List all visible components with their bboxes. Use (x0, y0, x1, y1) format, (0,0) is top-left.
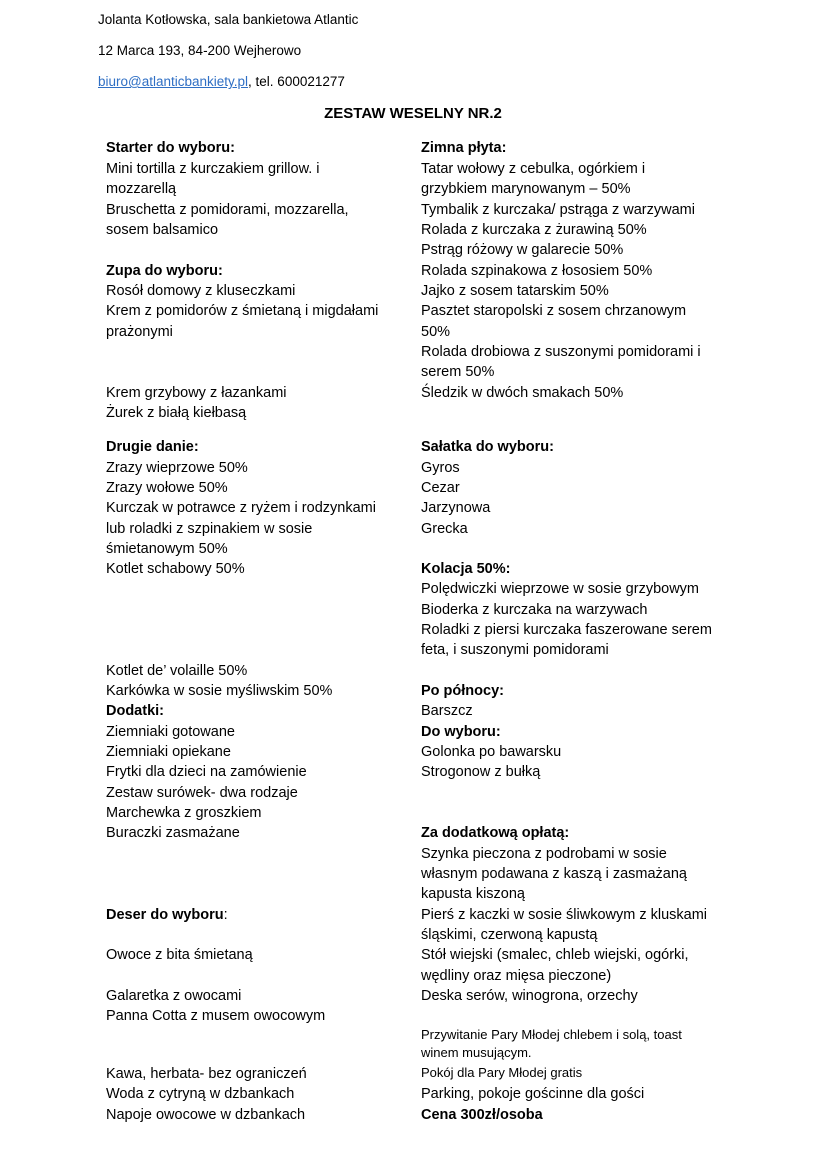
menu-item: Cezar (421, 480, 460, 496)
menu-item: Galaretka z owocami (106, 988, 242, 1004)
header-address: 12 Marca 193, 84-200 Wejherowo (98, 43, 302, 58)
menu-item: Woda z cytryną w dzbankach (106, 1086, 295, 1102)
menu-item: Rolada szpinakowa z łososiem 50% (421, 263, 653, 279)
section-heading: Sałatka do wyboru: (421, 439, 554, 455)
menu-item: mozzarellą (106, 181, 177, 197)
header-name: Jolanta Kotłowska, sala bankietowa Atlantic (98, 12, 359, 27)
section-heading: Kolacja 50%: (421, 561, 511, 577)
menu-item: Bruschetta z pomidorami, mozzarella, (106, 202, 349, 218)
section-heading: Drugie danie: (106, 439, 199, 455)
menu-item: prażonymi (106, 324, 173, 340)
menu-item: Barszcz (421, 703, 473, 719)
menu-item: Napoje owocowe w dzbankach (106, 1107, 306, 1123)
section-heading: Zimna płyta: (421, 140, 507, 156)
menu-item: Marchewka z groszkiem (106, 805, 262, 821)
menu-item: Jajko z sosem tatarskim 50% (421, 283, 609, 299)
menu-item: Zestaw surówek- dwa rodzaje (106, 785, 298, 801)
section-heading: Zupa do wyboru: (106, 263, 223, 279)
menu-item: wędliny oraz mięsa pieczone) (421, 968, 612, 984)
menu-item: Golonka po bawarsku (421, 744, 562, 760)
menu-item: Tatar wołowy z cebulka, ogórkiem i (421, 161, 646, 177)
menu-item: Stół wiejski (smalec, chleb wiejski, ogórki, (421, 947, 689, 963)
menu-item: Bioderka z kurczaka na warzywach (421, 602, 648, 618)
section-heading: Cena 300zł/osoba (421, 1107, 543, 1123)
menu-item: Pasztet staropolski z sosem chrzanowym (421, 303, 687, 319)
menu-item: feta, i suszonymi pomidorami (421, 642, 609, 658)
menu-item: Przywitanie Pary Młodej chlebem i solą, toast (421, 1027, 682, 1042)
menu-item: Śledzik w dwóch smakach 50% (421, 385, 624, 401)
menu-item: Zrazy wieprzowe 50% (106, 460, 248, 476)
menu-item: Strogonow z bułką (421, 764, 541, 780)
menu-item: Pierś z kaczki w sosie śliwkowym z kluskami (421, 907, 708, 923)
menu-item: 50% (421, 324, 451, 340)
menu-item: Parking, pokoje gościnne dla gości (421, 1086, 645, 1102)
menu-item: Frytki dla dzieci na zamówienie (106, 764, 307, 780)
phone: , tel. 600021277 (248, 74, 345, 89)
header-contact (98, 73, 345, 91)
menu-item: lub roladki z szpinakiem w sosie (106, 521, 313, 537)
section-heading: Starter do wyboru: (106, 140, 235, 156)
section-heading: Po północy: (421, 683, 504, 699)
menu-item: Kurczak w potrawce z ryżem i rodzynkami (106, 500, 376, 516)
menu-item: Owoce z bita śmietaną (106, 947, 253, 963)
menu-item: Szynka pieczona z podrobami w sosie (421, 846, 667, 862)
document-title: ZESTAW WESELNY NR.2 (324, 105, 502, 122)
menu-item: Krem z pomidorów z śmietaną i migdałami (106, 303, 379, 319)
menu-item: Ziemniaki opiekane (106, 744, 231, 760)
menu-item: Tymbalik z kurczaka/ pstrąga z warzywami (421, 202, 695, 218)
menu-item: Rolada z kurczaka z żurawiną 50% (421, 222, 647, 238)
menu-item: śląskimi, czerwoną kapustą (421, 927, 598, 943)
menu-item: Zrazy wołowe 50% (106, 480, 228, 496)
menu-item: Kotlet schabowy 50% (106, 561, 245, 577)
section-heading: Deser do wyboru: (106, 907, 228, 923)
menu-item: Karkówka w sosie myśliwskim 50% (106, 683, 333, 699)
menu-item: winem musującym. (421, 1045, 532, 1060)
menu-item: grzybkiem marynowanym – 50% (421, 181, 631, 197)
menu-item: sosem balsamico (106, 222, 219, 238)
menu-item: Rosół domowy z kluseczkami (106, 283, 296, 299)
menu-item: Pstrąg różowy w galarecie 50% (421, 242, 624, 258)
menu-item: własnym podawana z kaszą i zasmażaną (421, 866, 687, 882)
menu-item: Grecka (421, 521, 468, 537)
menu-item: Gyros (421, 460, 460, 476)
menu-item: Kawa, herbata- bez ograniczeń (106, 1066, 307, 1082)
menu-item: Deska serów, winogrona, orzechy (421, 988, 638, 1004)
menu-item: Panna Cotta z musem owocowym (106, 1008, 326, 1024)
menu-item: serem 50% (421, 364, 495, 380)
section-heading: Do wyboru: (421, 724, 501, 740)
email-link[interactable]: biuro@atlanticbankiety.pl (98, 74, 249, 89)
menu-item: Jarzynowa (421, 500, 491, 516)
menu-item: Mini tortilla z kurczakiem grillow. i (106, 161, 320, 177)
section-heading: Dodatki: (106, 703, 164, 719)
menu-item: Polędwiczki wieprzowe w sosie grzybowym (421, 581, 700, 597)
menu-item: Buraczki zasmażane (106, 825, 240, 841)
menu-item: Krem grzybowy z łazankami (106, 385, 287, 401)
menu-item: Roladki z piersi kurczaka faszerowane serem (421, 622, 712, 638)
menu-item: Żurek z białą kiełbasą (106, 405, 247, 421)
menu-item: kapusta kiszoną (421, 886, 525, 902)
section-heading: Za dodatkową opłatą: (421, 825, 570, 841)
menu-item: Ziemniaki gotowane (106, 724, 235, 740)
menu-item: Rolada drobiowa z suszonymi pomidorami i (421, 344, 701, 360)
menu-item: Kotlet de’ volaille 50% (106, 663, 248, 679)
menu-item: Pokój dla Pary Młodej gratis (421, 1065, 583, 1080)
menu-item: śmietanowym 50% (106, 541, 228, 557)
